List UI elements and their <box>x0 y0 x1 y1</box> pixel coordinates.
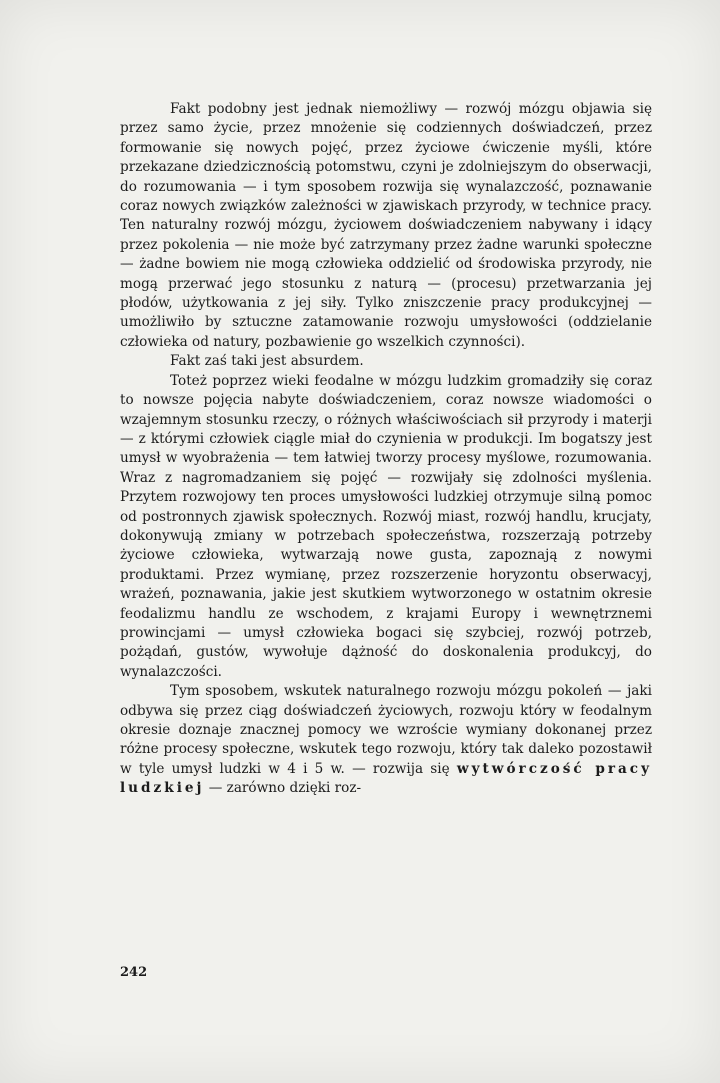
paragraph-3: Toteż poprzez wieki feodalne w mózgu ludzkim gromadziły się coraz to nowsze pojęcia nabyte doświadczeniem, coraz nowsze wiadomości o wzajemnym stosunku rzeczy, o różnych właściwościach sił przyrody i materji — z którymi człowiek ciągle miał do czynienia w produkcji. Im bogatszy jest umysł w wyobrażenia — tem łatwiej tworzy procesy myślowe, rozumowania. Wraz z nagromadzaniem się pojęć — rozwijały się zdolności myślenia. Przytem rozwojowy ten proces umysłowości ludzkiej otrzymuje silną pomoc od postronnych zjawisk społecznych. Rozwój miast, rozwój handlu, krucjaty, dokonywują zmiany w potrzebach społeczeństwa, rozszerzają potrzeby życiowe człowieka, wytwarzają nowe gusta, zapoznają z nowymi produktami. Przez wymianę, przez rozszerzenie horyzontu obserwacyj, wrażeń, poznawania, jakie jest skutkiem wytworzonego w ostatnim okresie feodalizmu handlu ze wschodem, z krajami Europy i wewnętrznemi prowincjami — umysł człowieka bogaci się szybciej, rozwój potrzeb, pożądań, gustów, wywołuje dążność do doskonalenia produkcyj, do wynalazczości. <box>120 372 652 680</box>
paragraph-2: Fakt zaś taki jest absurdem. <box>170 353 364 370</box>
paragraph-4-end: — zarówno dzięki roz- <box>208 780 362 797</box>
spaced-emphasis: wytwórczość pracy ludzkiej <box>120 760 652 797</box>
body-text <box>120 100 652 799</box>
paragraph-4-start: Tym sposobem, wskutek naturalnego rozwoju mózgu pokoleń — jaki odbywa się przez ciąg doświadczeń życiowych, rozwoju który w feodalnym okresie doznaje znacznej pomocy we wzroście wymiany dokonanej przez różne procesy społeczne, wskutek tego rozwoju, który tak daleko pozostawił w tyle umysł ludzki w 4 i 5 w. — rozwija się <box>120 683 652 777</box>
page-number: 242 <box>120 965 148 980</box>
paragraph-4 <box>120 682 652 798</box>
paragraph-1: Fakt podobny jest jednak niemożliwy — rozwój mózgu objawia się przez samo życie, przez mnożenie się codziennych doświadczeń, przez formowanie się nowych pojęć, przez życiowe ćwiczenie myśli, które przekazane dziedzicznością potomstwu, czyni je zdolniejszym do obserwacji, do rozumowania — i tym sposobem rozwija się wynalazczość, poznawanie coraz nowych związków zależności w zjawiskach przyrody, w technice pracy. Ten naturalny rozwój mózgu, życiowem doświadczeniem nabywany i idący przez pokolenia — nie może być zatrzymany przez żadne warunki społeczne — żadne bowiem nie mogą człowieka oddzielić od środowiska przyrody, nie mogą przerwać jego stosunku z naturą — (procesu) przetwarzania jej płodów, użytkowania z jej siły. Tylko zniszczenie pracy produkcyjnej — umożliwiło by sztuczne zatamowanie rozwoju umysłowości (oddzielanie człowieka od natury, pozbawienie go wszelkich czynności). <box>120 101 652 350</box>
